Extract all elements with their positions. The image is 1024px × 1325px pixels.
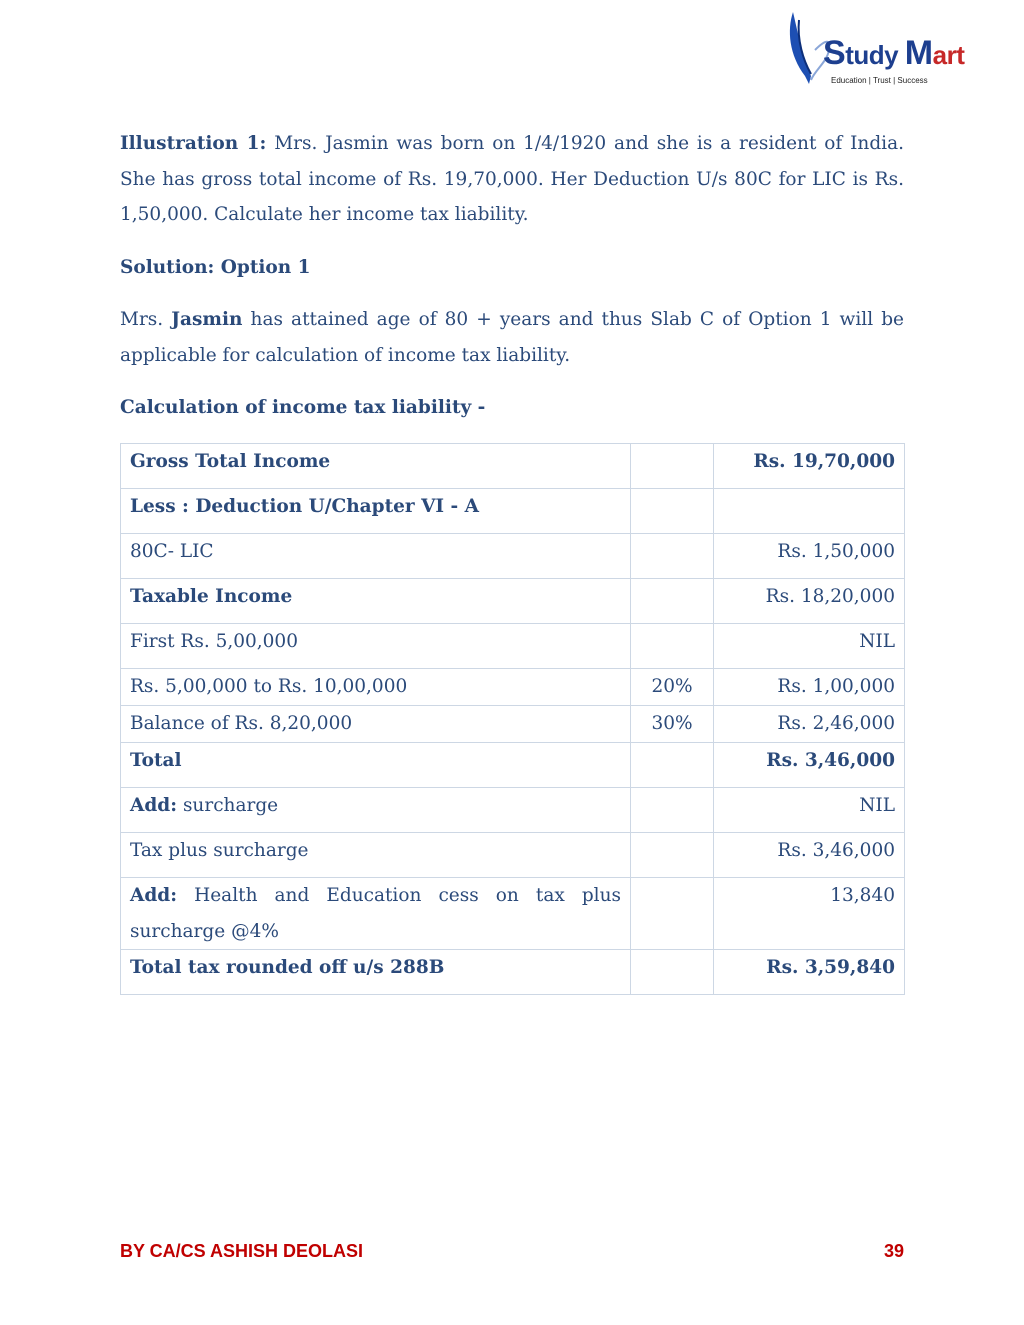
logo-art: art — [932, 40, 965, 70]
person-name: Jasmin — [171, 309, 243, 330]
page-content — [120, 126, 904, 426]
row-rate — [631, 788, 714, 833]
row-amount: Rs. 3,46,000 — [714, 743, 905, 788]
row-label: Total — [121, 743, 631, 788]
row-label — [121, 878, 631, 950]
row-rate — [631, 444, 714, 489]
row-rate — [631, 579, 714, 624]
table-row — [121, 669, 905, 706]
table-row — [121, 878, 905, 950]
add-label: Add: — [130, 795, 178, 816]
row-amount: 13,840 — [714, 878, 905, 950]
row-label-text: surcharge — [177, 795, 279, 816]
add-label: Add: — [130, 885, 178, 906]
row-amount — [714, 489, 905, 534]
row-amount: Rs. 19,70,000 — [714, 444, 905, 489]
illustration-paragraph — [120, 126, 904, 233]
logo-wordmark — [823, 34, 964, 73]
table-row — [121, 534, 905, 579]
solution-heading: Solution: Option 1 — [120, 256, 311, 278]
row-rate: 20% — [631, 669, 714, 706]
table-row — [121, 579, 905, 624]
row-label: Taxable Income — [121, 579, 631, 624]
age-paragraph-post: has attained age of 80 + years and thus Slab C of Option 1 will be applicable for calculation of income tax liability. — [120, 309, 904, 366]
table-row — [121, 706, 905, 743]
row-label: Tax plus surcharge — [121, 833, 631, 878]
row-label: Balance of Rs. 8,20,000 — [121, 706, 631, 743]
row-label: Gross Total Income — [121, 444, 631, 489]
page-number: 39 — [883, 1241, 904, 1261]
row-label: Rs. 5,00,000 to Rs. 10,00,000 — [121, 669, 631, 706]
logo-letter-s: S — [823, 34, 846, 72]
tax-calculation-table — [120, 443, 905, 995]
age-paragraph-pre: Mrs. — [120, 309, 172, 330]
row-amount: Rs. 2,46,000 — [714, 706, 905, 743]
logo-tudy: tudy — [845, 40, 905, 70]
row-amount: Rs. 3,59,840 — [714, 950, 905, 995]
row-label: Total tax rounded off u/s 288B — [121, 950, 631, 995]
table-row — [121, 743, 905, 788]
illustration-text: Mrs. Jasmin was born on 1/4/1920 and she is a resident of India. She has gross total income of Rs. 19,70,000. Her Deduction U/s 80C for LIC is Rs. 1,50,000. Calculate her income tax liability. — [120, 133, 904, 225]
row-rate — [631, 534, 714, 579]
calculation-heading: Calculation of income tax liability - — [120, 397, 486, 418]
row-amount: NIL — [714, 624, 905, 669]
table-row — [121, 788, 905, 833]
row-label-text: Health and Education cess on tax plus surcharge @4% — [130, 885, 621, 942]
row-label — [121, 788, 631, 833]
table-row — [121, 489, 905, 534]
row-rate — [631, 743, 714, 788]
table-row — [121, 833, 905, 878]
table-row — [121, 444, 905, 489]
row-label: First Rs. 5,00,000 — [121, 624, 631, 669]
row-amount: Rs. 3,46,000 — [714, 833, 905, 878]
row-rate: 30% — [631, 706, 714, 743]
table-row — [121, 624, 905, 669]
illustration-label: Illustration 1: — [120, 133, 267, 154]
row-rate — [631, 878, 714, 950]
age-paragraph — [120, 302, 904, 373]
table-row — [121, 950, 905, 995]
row-rate — [631, 950, 714, 995]
row-rate — [631, 489, 714, 534]
row-amount: Rs. 1,50,000 — [714, 534, 905, 579]
logo-letter-m: M — [904, 34, 933, 72]
logo-tagline: Education | Trust | Success — [831, 76, 928, 85]
footer-author: BY CA/CS ASHISH DEOLASI — [120, 1241, 364, 1261]
row-label: 80C- LIC — [121, 534, 631, 579]
study-mart-logo — [785, 10, 965, 90]
row-rate — [631, 833, 714, 878]
row-amount: Rs. 1,00,000 — [714, 669, 905, 706]
row-amount: Rs. 18,20,000 — [714, 579, 905, 624]
row-amount: NIL — [714, 788, 905, 833]
page-footer — [120, 1241, 904, 1262]
row-label: Less : Deduction U/Chapter VI - A — [121, 489, 631, 534]
row-rate — [631, 624, 714, 669]
